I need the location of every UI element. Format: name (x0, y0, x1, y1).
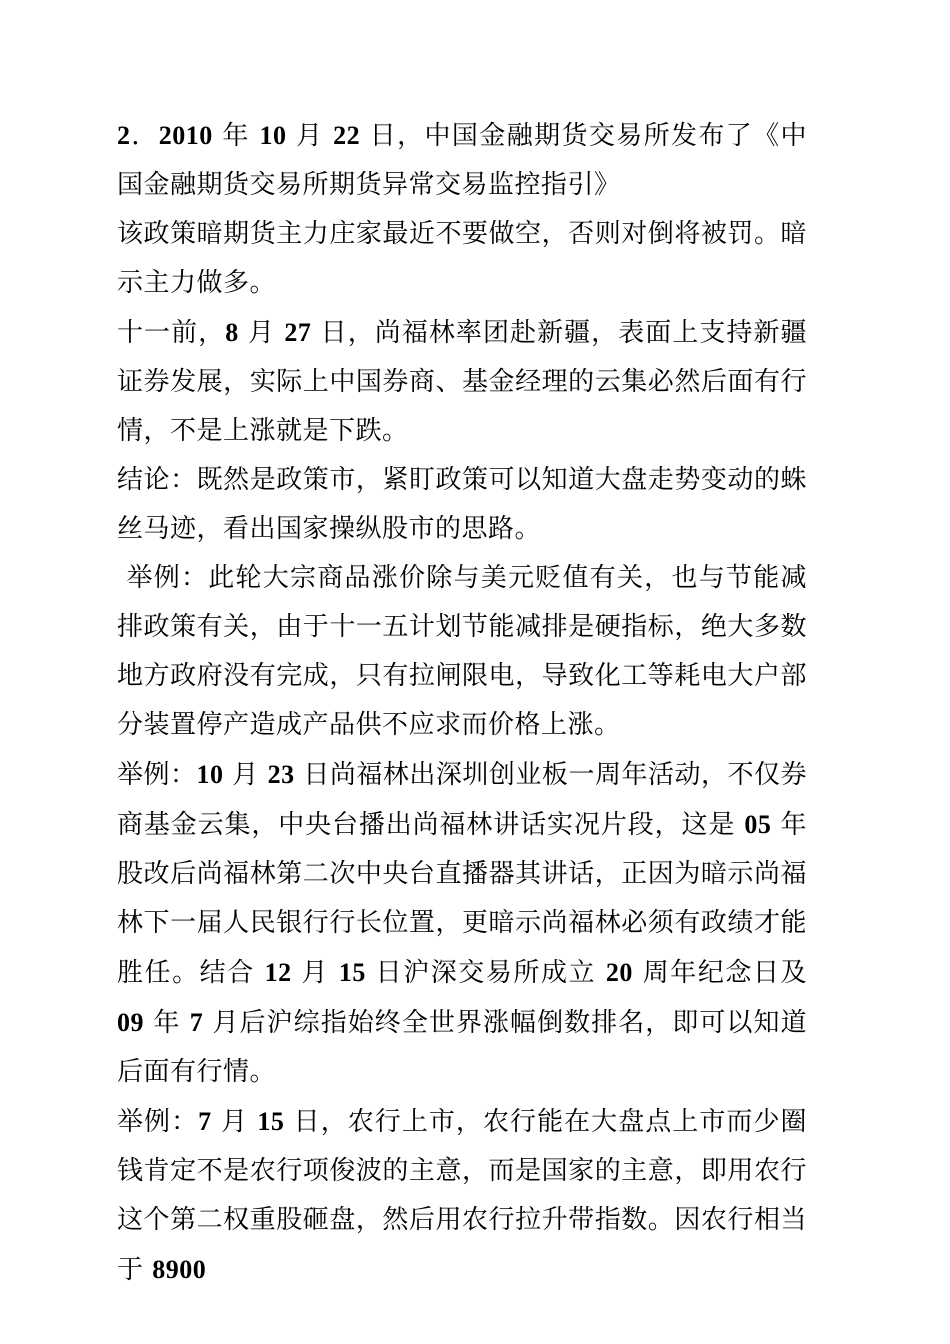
paragraph-6: 举例：10 月 23 日尚福林出深圳创业板一周年活动，不仅券商基金云集，中央台播出尚福林讲话实况片段，这是 05 年股改后尚福林第二次中央台直播器其讲话，正因为暗示尚福林下一届人民银行行长位置，更暗示尚福林必须有政绩才能胜任。结合 12 月 15 日沪深交易所成立 20 周年纪念日及 09 年 7 月后沪综指始终全世界涨幅倒数排名，即可以知道后面有行情。 (117, 760, 808, 1087)
paragraph-7: 举例：7 月 15 日，农行上市，农行能在大盘点上市而少圈钱肯定不是农行项俊波的主意，而是国家的主意，即用农行这个第二权重股砸盘，然后用农行拉升带指数。因农行相当于 8900 (117, 1107, 807, 1285)
paragraph-5: 举例：此轮大宗商品涨价除与美元贬值有关，也与节能减排政策有关，由于十一五计划节能减排是硬指标，绝大多数地方政府没有完成，只有拉闸限电，导致化工等耗电大户部分装置停产造成产品供不应求而价格上涨。 (117, 563, 807, 740)
document-page (117, 111, 807, 1295)
paragraph-1: 2．2010 年 10 月 22 日，中国金融期货交易所发布了《中国金融期货交易所期货异常交易监控指引》 (117, 121, 808, 200)
paragraph-3: 十一前，8 月 27 日，尚福林率团赴新疆，表面上支持新疆证券发展，实际上中国券商、基金经理的云集必然后面有行情，不是上涨就是下跌。 (117, 318, 807, 446)
paragraph-2: 该政策暗期货主力庄家最近不要做空，否则对倒将被罚。暗示主力做多。 (117, 219, 807, 298)
paragraph-4: 结论：既然是政策市，紧盯政策可以知道大盘走势变动的蛛丝马迹，看出国家操纵股市的思路。 (117, 465, 807, 544)
